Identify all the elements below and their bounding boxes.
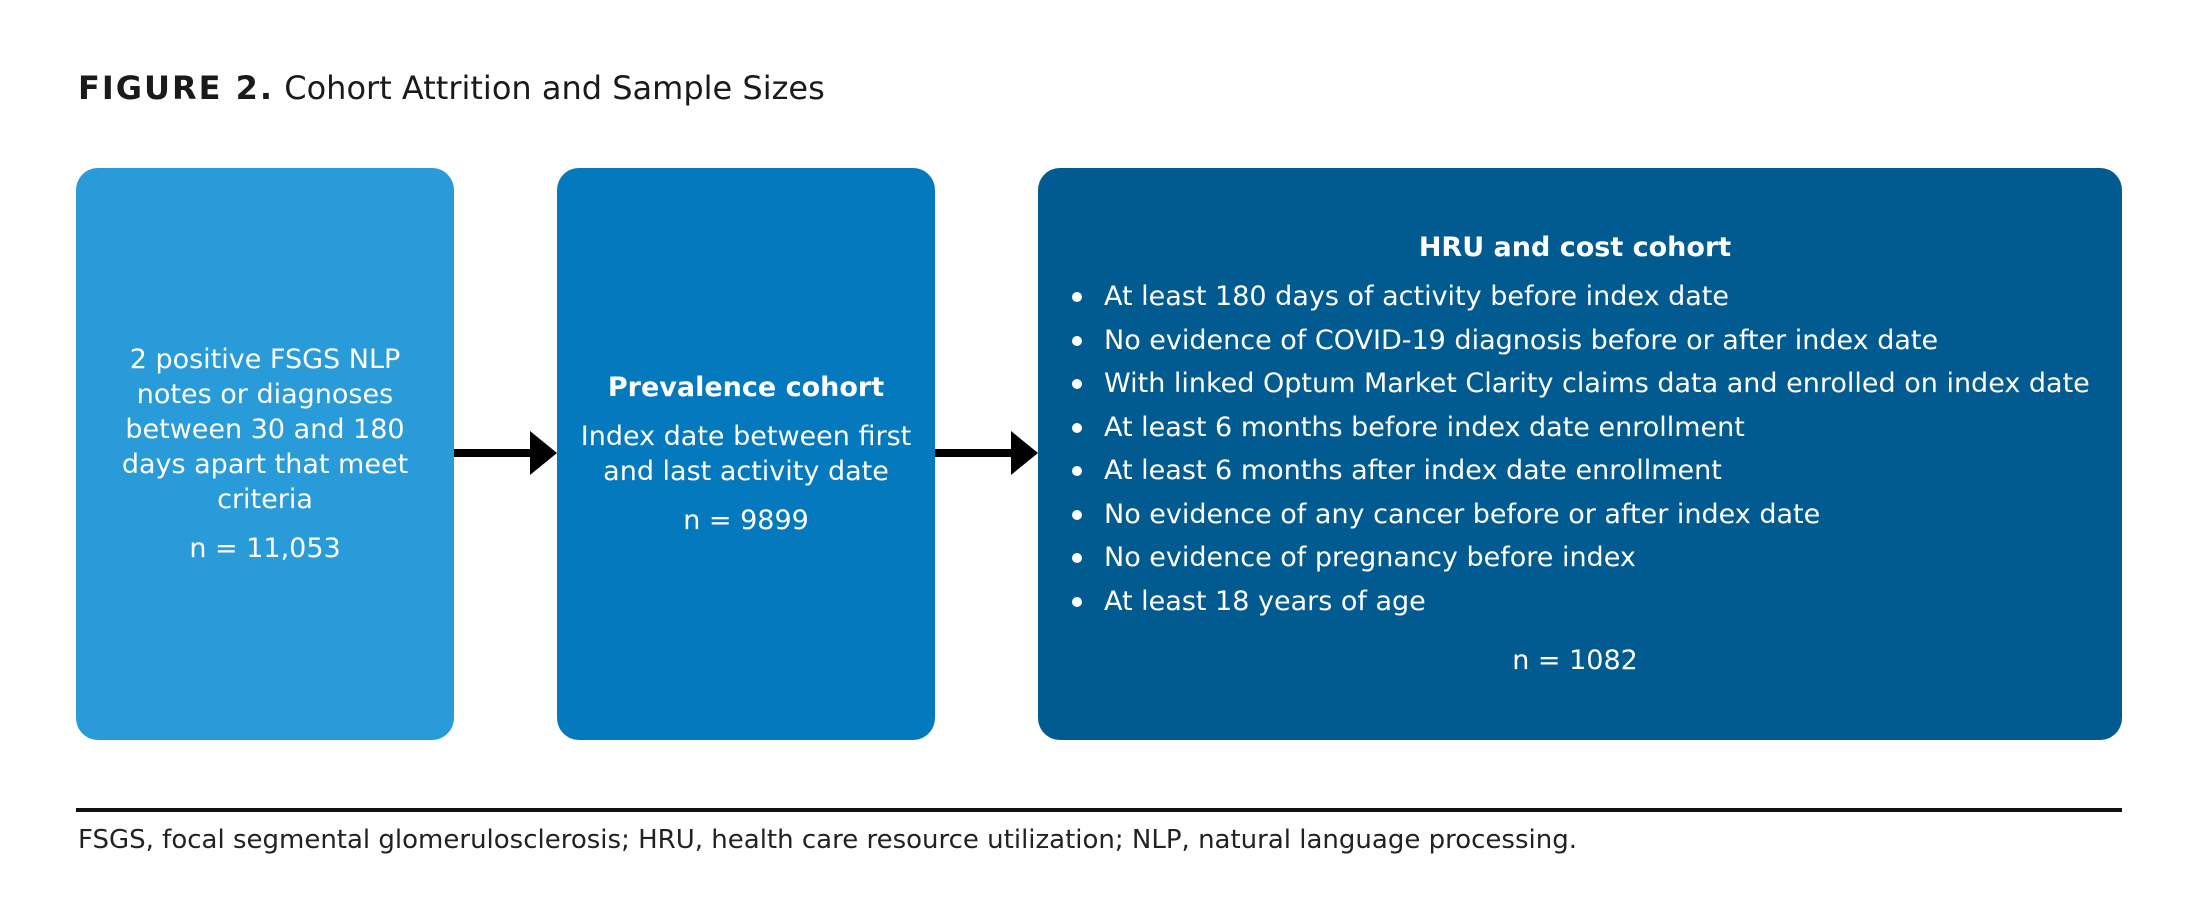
footnote-divider — [76, 808, 2122, 812]
hru-cost-cohort-heading: HRU and cost cohort — [1418, 232, 1732, 263]
criteria-item: At least 180 days of activity before index date — [1068, 275, 2082, 319]
prevalence-cohort-heading: Prevalence cohort — [607, 372, 885, 403]
prevalence-cohort-box — [557, 168, 935, 740]
figure-title — [78, 66, 825, 110]
figure-title-text: Cohort Attrition and Sample Sizes — [284, 69, 825, 107]
hru-cost-cohort-box — [1038, 168, 2122, 740]
figure-label: FIGURE 2. — [78, 69, 275, 107]
arrow-icon — [454, 431, 557, 475]
prevalence-cohort-count: n = 9899 — [683, 505, 809, 536]
hru-cost-cohort-count: n = 1082 — [1512, 645, 1638, 676]
initial-cohort-box — [76, 168, 454, 740]
criteria-item: No evidence of pregnancy before index — [1068, 536, 2082, 580]
initial-cohort-count: n = 11,053 — [189, 533, 341, 564]
criteria-item: No evidence of any cancer before or after index date — [1068, 493, 2082, 537]
criteria-item: With linked Optum Market Clarity claims data and enrolled on index date — [1068, 362, 2082, 406]
criteria-item: No evidence of COVID-19 diagnosis before or after index date — [1068, 319, 2082, 363]
criteria-list — [1068, 275, 2090, 623]
initial-cohort-criteria: 2 positive FSGS NLP notes or diagnoses between 30 and 180 days apart that meet criteria — [121, 344, 409, 515]
criteria-item: At least 6 months after index date enrollment — [1068, 449, 2082, 493]
arrow-icon — [935, 431, 1038, 475]
criteria-item: At least 18 years of age — [1068, 580, 2082, 624]
prevalence-cohort-criteria: Index date between first and last activity date — [580, 421, 912, 487]
footnote: FSGS, focal segmental glomerulosclerosis; HRU, health care resource utilization; NLP, natural language processing. — [78, 825, 1577, 855]
criteria-item: At least 6 months before index date enrollment — [1068, 406, 2082, 450]
